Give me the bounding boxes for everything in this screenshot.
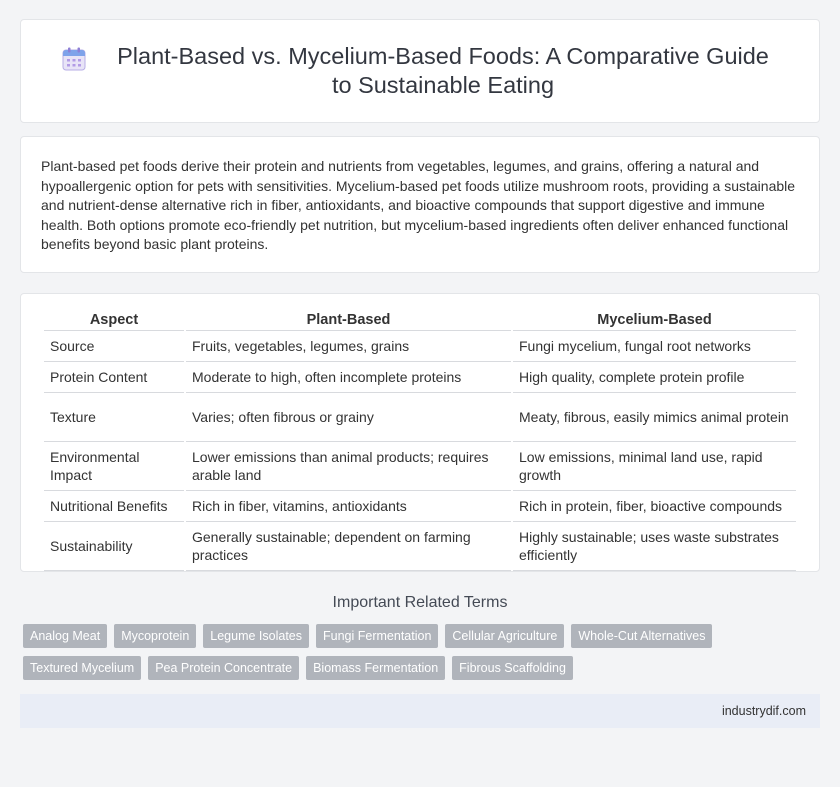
table-row xyxy=(44,442,796,491)
tag-list xyxy=(20,624,820,688)
table-header-row xyxy=(44,304,796,331)
table-row xyxy=(44,362,796,393)
tag-whole-cut-alternatives[interactable]: Whole-Cut Alternatives xyxy=(571,624,712,648)
tag-fungi-fermentation[interactable]: Fungi Fermentation xyxy=(316,624,438,648)
header-plant-based: Plant-Based xyxy=(186,304,511,331)
comparison-table xyxy=(42,304,798,571)
table-row xyxy=(44,522,796,571)
cell-mycelium: High quality, complete protein profile xyxy=(513,362,796,393)
cell-plant: Varies; often fibrous or grainy xyxy=(186,393,511,442)
cell-aspect: Sustainability xyxy=(44,522,184,571)
cell-aspect: Environmental Impact xyxy=(44,442,184,491)
related-terms-title: Important Related Terms xyxy=(332,594,508,611)
table-row xyxy=(44,491,796,522)
header-mycelium-based: Mycelium-Based xyxy=(513,304,796,331)
cell-mycelium: Highly sustainable; uses waste substrates efficiently xyxy=(513,522,796,571)
tag-mycoprotein[interactable]: Mycoprotein xyxy=(114,624,196,648)
calendar-icon xyxy=(61,46,87,72)
tag-analog-meat[interactable]: Analog Meat xyxy=(23,624,107,648)
table-row xyxy=(44,393,796,442)
tag-biomass-fermentation[interactable]: Biomass Fermentation xyxy=(306,656,445,680)
tag-legume-isolates[interactable]: Legume Isolates xyxy=(203,624,309,648)
footer xyxy=(20,694,820,728)
cell-mycelium: Rich in protein, fiber, bioactive compounds xyxy=(513,491,796,522)
related-terms-section xyxy=(20,594,820,688)
tag-textured-mycelium[interactable]: Textured Mycelium xyxy=(23,656,141,680)
table-row xyxy=(44,331,796,362)
cell-plant: Generally sustainable; dependent on farming practices xyxy=(186,522,511,571)
cell-plant: Fruits, vegetables, legumes, grains xyxy=(186,331,511,362)
cell-plant: Lower emissions than animal products; requires arable land xyxy=(186,442,511,491)
header-aspect: Aspect xyxy=(44,304,184,331)
cell-mycelium: Fungi mycelium, fungal root networks xyxy=(513,331,796,362)
cell-plant: Moderate to high, often incomplete proteins xyxy=(186,362,511,393)
cell-plant: Rich in fiber, vitamins, antioxidants xyxy=(186,491,511,522)
intro-card xyxy=(20,136,820,273)
comparison-card xyxy=(20,293,820,572)
tag-pea-protein-concentrate[interactable]: Pea Protein Concentrate xyxy=(148,656,299,680)
cell-aspect: Source xyxy=(44,331,184,362)
cell-aspect: Protein Content xyxy=(44,362,184,393)
tag-cellular-agriculture[interactable]: Cellular Agriculture xyxy=(445,624,564,648)
cell-aspect: Nutritional Benefits xyxy=(44,491,184,522)
intro-paragraph: Plant-based pet foods derive their protein and nutrients from vegetables, legumes, and grains, offering a natural and hypoallergenic option for pets with sensitivities. Mycelium-based pet foods utilize mushroom roots, providing a sustainable and nutrient-dense alternative rich in fiber, antioxidants, and bioactive compounds that support digestive and immune health. Both options promote eco-friendly pet nutrition, but mycelium-based ingredients often deliver enhanced functional benefits beyond basic plant proteins. xyxy=(41,158,796,252)
footer-site-link[interactable]: industrydif.com xyxy=(721,704,806,718)
title-card xyxy=(20,19,820,123)
cell-aspect: Texture xyxy=(44,393,184,442)
tag-fibrous-scaffolding[interactable]: Fibrous Scaffolding xyxy=(452,656,573,680)
page-title: Plant-Based vs. Mycelium-Based Foods: A Comparative Guide to Sustainable Eating xyxy=(117,43,769,98)
title-row xyxy=(61,42,779,100)
cell-mycelium: Low emissions, minimal land use, rapid growth xyxy=(513,442,796,491)
cell-mycelium: Meaty, fibrous, easily mimics animal protein xyxy=(513,393,796,442)
